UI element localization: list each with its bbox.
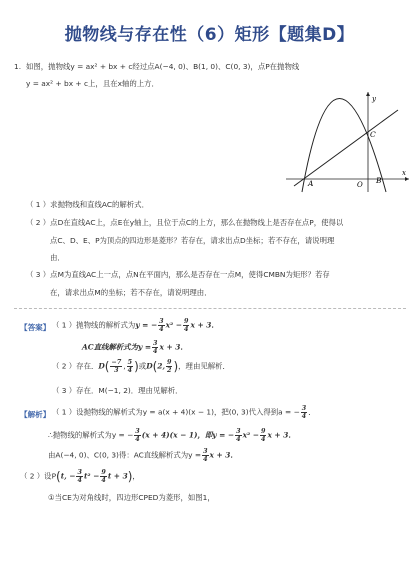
answer-ac-eq-end: x + 3．: [159, 342, 188, 352]
page-title: 抛物线与存在性（6）矩形【题集D】: [64, 25, 355, 45]
parabola-figure: [286, 88, 410, 194]
point-b-label: B: [376, 176, 382, 185]
x-axis-label: x: [402, 169, 406, 177]
y-axis-arrow: [366, 92, 370, 96]
line-ac: [294, 110, 398, 186]
question-2-line-1: （ 2 ）点D在直线AC上，点E在y轴上，且位于点C的上方，那么在抛物线上是否存在点P，使得以: [26, 218, 344, 227]
fraction: $\frac{5}{4}$: [127, 358, 133, 374]
section-divider: [14, 308, 406, 309]
fraction: $\frac{9}{2}$: [167, 358, 172, 374]
answer-part-1-eq-start: y = −: [135, 320, 158, 330]
fraction: $\frac{3}{4}$: [236, 427, 241, 443]
problem-line-1: 如图，抛物线y = ax² + bx + c经过点A(−4, 0)、B(1, 0)、C(0, 3)，点P在抛物线: [26, 62, 300, 71]
fraction: $\frac{9}{4}$: [261, 427, 266, 443]
point-c-label: C: [370, 130, 376, 139]
answer-ac-line: [82, 340, 188, 355]
fraction: $\frac{9}{4}$: [101, 468, 106, 484]
analysis-label: 【解析】: [20, 410, 51, 419]
answer-part-1: [52, 318, 219, 333]
answer-part-3: （ 3 ）存在．M(−1, 2)．理由见解析．: [52, 386, 183, 395]
analysis-line-2: ∴抛物线的解析式为y = − $\frac{3}{4}$ (x + 4)(x − 1)，即y = − $\frac{3}{4}$ x² − $\frac{9}{4}$ x + 3．: [48, 427, 296, 443]
problem-line-2: y = ax² + bx + c上，且在x轴的上方．: [26, 79, 159, 88]
answer-part-1-text: （ 1 ）抛物线的解析式为: [52, 320, 136, 330]
analysis-line-3: 由A(−4, 0)、C(0, 3)得：AC直线解析式为y = $\frac{3}{4}$ x + 3．: [48, 447, 238, 463]
parabola-curve: [302, 99, 386, 193]
question-3-line-2: 在，请求出点M的坐标；若不存在，请说明理由．: [50, 288, 212, 297]
question-2-line-2: 点C、D、E、P为顶点的四边形是菱形？若存在，请求出点D坐标；若不存在，请说明理: [50, 236, 335, 245]
question-2-line-3: 由．: [50, 253, 65, 262]
answer-ac-eq-start: y =: [137, 342, 152, 352]
question-1: （ 1 ）求抛物线和直线AC的解析式．: [26, 200, 149, 209]
answer-part-2: （ 2 ）存在．D( $\frac{-7}{3}$ , $\frac{5}{4}$ )或D(2, $\frac{9}{2}$ )，理由见解析．: [52, 358, 230, 374]
point-a-label: A: [308, 179, 314, 188]
y-axis-label: y: [372, 95, 376, 103]
fraction: $\frac{3}{4}$: [153, 339, 158, 355]
fraction: $\frac{3}{4}$: [159, 317, 164, 333]
answer-ac-text: AC直线解析式为: [82, 342, 138, 352]
fraction: $\frac{3}{4}$: [77, 468, 82, 484]
answer-part-1-eq-mid: x² −: [165, 320, 183, 330]
problem-number: 1.: [14, 62, 22, 71]
origin-label: O: [357, 181, 363, 189]
fraction: $\frac{3}{4}$: [135, 427, 140, 443]
analysis-line-5: ①当CE为对角线时，四边形CPED为菱形，如图1，: [48, 493, 215, 502]
fraction: $\frac{9}{4}$: [184, 317, 189, 333]
analysis-line-4: （ 2 ）设P(t, − $\frac{3}{4}$ t² − $\frac{9}{4}$ t + 3)，: [20, 468, 140, 484]
x-axis-arrow: [405, 177, 409, 181]
answer-part-2-text: （ 2 ）存在．: [52, 361, 99, 371]
answer-part-1-eq-end: x + 3．: [190, 320, 219, 330]
answer-label: 【答案】: [20, 323, 51, 332]
fraction: $\frac{3}{4}$: [203, 447, 208, 463]
fraction: $\frac{3}{4}$: [301, 404, 307, 420]
analysis-line-1: （ 1 ）设抛物线的解析式为y = a(x + 4)(x − 1)，把(0, 3)代入得到a = − $\frac{3}{4}$ ．: [52, 404, 316, 420]
question-3-line-1: （ 3 ）点M为直线AC上一点，点N在平面内，那么是否存在一点M，使得CMBN为矩形？若存: [26, 270, 330, 279]
fraction: $\frac{-7}{3}$: [111, 358, 122, 374]
